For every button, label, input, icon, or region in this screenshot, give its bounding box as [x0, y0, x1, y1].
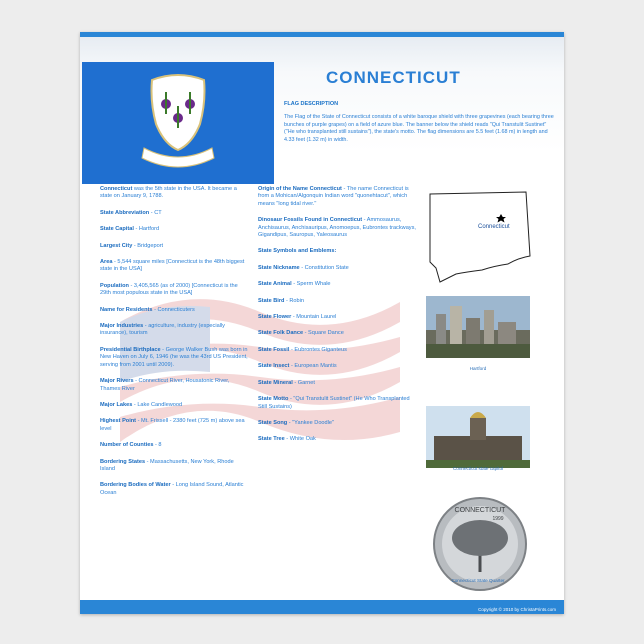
fact-item: State Folk Dance - Square Dance — [258, 330, 344, 337]
hartford-photo — [426, 296, 530, 358]
bottom-bar — [80, 600, 564, 614]
fact-item: Bordering Bodies of Water - Long Island Sound, Atlantic Ocean — [100, 482, 244, 496]
fact-item: Number of Counties - 8 — [100, 442, 162, 449]
fact-item: Origin of the Name Connecticut - The name Connecticut is from a Mohican/Algonquin Indian word "quonehtacut", which means "long tidal river." — [258, 186, 409, 207]
fact-item: State Nickname - Constitution State — [258, 264, 349, 271]
map-label: Connecticut — [478, 224, 510, 230]
fact-item: Name for Residents - Connecticuters — [100, 306, 195, 313]
fact-item: Major Rivers - Connecticut River, Housatonic River, Thames River — [100, 378, 230, 392]
capitol-photo — [426, 406, 530, 468]
fact-item: Largest City - Bridgeport — [100, 242, 164, 249]
state-seal-icon — [82, 62, 274, 184]
fact-item: State Abbreviation - CT — [100, 209, 162, 216]
fact-item: State Fossil - Eubrontes Giganteus — [258, 346, 347, 353]
right-facts-column — [258, 186, 418, 453]
left-facts-column — [100, 186, 248, 506]
fact-item: Highest Point - Mt. Frissell - 2380 feet (725 m) above sea level — [100, 418, 245, 432]
fact-item: State Motto - "Qui Transtulit Sustinet" (He Who Transplanted Still Sustains) — [258, 396, 410, 410]
fact-item: Presidential Birthplace - George Walker Bush was born in New Haven on July 6, 1946 (he was the 43rd US President, serving from 2001 until 2009). — [100, 346, 248, 368]
quarter-year-text: 1999 — [492, 516, 504, 522]
fact-item: Major Lakes - Lake Candlewood — [100, 401, 183, 408]
fact-item: State Insect - European Mantis — [258, 363, 337, 370]
fact-item: State Animal - Sperm Whale — [258, 281, 331, 288]
flag-description-text: The Flag of the State of Connecticut consists of a white baroque shield with three grapevines (each bearing three bunches of purple grapes) on a field of azure blue. The banner below the shield reads "Qui Transtulit Sustinet" ("He who transplanted still sustains"), the state's motto. The flag dimensions are 5.5 feet (1.68 m) in length and 4.33 feet (1.32 m) in width. — [284, 114, 554, 143]
fact-item: State Bird - Robin — [258, 297, 305, 304]
fact-item: State Flower - Mountain Laurel — [258, 314, 337, 321]
fact-item: Bordering States - Massachusetts, New York, Rhode Island — [100, 458, 234, 472]
fact-item: State Mineral - Garnet — [258, 379, 315, 386]
top-bar — [80, 32, 564, 37]
quarter-caption: Connecticut State Quarter — [451, 578, 505, 583]
fact-item: State Tree - White Oak — [258, 436, 316, 443]
fact-item: State Capital - Hartford — [100, 226, 160, 233]
poster — [80, 32, 564, 614]
fact-item: Major Industries - agriculture, industry (especially insurance), tourism — [100, 323, 225, 337]
quarter-top-text: CONNECTICUT — [454, 507, 506, 514]
fact-item: Dinosaur Fossils Found in Connecticut - Ammosaurus, Anchisaurus, Anchisauripus, Anomoepus, Eubrontes trackways, Gigandipus, Sauropus, Yaleosaurus — [258, 217, 416, 239]
copyright-text: Copyright © 2010 by ChristaPrints.com — [478, 607, 556, 612]
connecticut-flag — [82, 62, 274, 184]
fact-item: Population - 3,405,565 (as of 2000) [Connecticut is the 29th most populous state in the USA] — [100, 282, 238, 297]
page-title: CONNECTICUT — [326, 68, 461, 87]
fact-item: Connecticut was the 5th state in the USA. It became a state on January 9, 1788. — [100, 186, 237, 200]
fact-item: Area - 5,544 square miles [Connecticut is the 48th biggest state in the USA] — [100, 259, 245, 273]
fact-item: State Symbols and Emblems: — [258, 248, 337, 255]
hartford-caption: Hartford — [469, 366, 487, 371]
capitol-caption: Connecticut state capitol — [452, 466, 504, 471]
fact-item: State Song - "Yankee Doodle" — [258, 419, 334, 426]
state-map-icon — [422, 184, 542, 284]
flag-description-heading: FLAG DESCRIPTION — [284, 101, 339, 107]
